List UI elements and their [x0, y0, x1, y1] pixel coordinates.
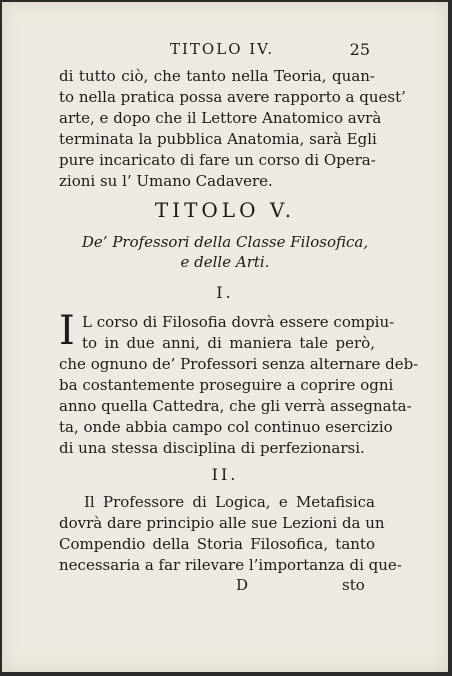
- drop-cap: I: [59, 308, 75, 354]
- part-numeral-1: I.: [216, 283, 234, 302]
- section-subtitle-continued: e delle Arti.: [180, 253, 270, 271]
- text-line: di tutto ciò, che tanto nella Teoria, quan-: [59, 67, 375, 85]
- text-line: anno quella Cattedra, che gli verrà assegnata-: [59, 397, 412, 415]
- running-title: TITOLO IV.: [170, 40, 275, 58]
- text-line: necessaria a far rilevare l’importanza di que-: [59, 556, 402, 574]
- section-title: TITOLO V.: [154, 198, 296, 222]
- text-line: pure incaricato di fare un corso di Opera-: [59, 151, 376, 169]
- text-line: ba costantemente proseguire a coprire ogni: [59, 376, 394, 394]
- text-line: di una stessa disciplina di perfezionarsi.: [59, 439, 365, 457]
- signature-mark: D: [236, 576, 249, 594]
- page-number: 25: [349, 40, 370, 59]
- text-line: dovrà dare principio alle sue Lezioni da un: [59, 514, 385, 532]
- text-line: terminata la pubblica Anatomia, sarà Egli: [59, 130, 377, 148]
- text-line: ta, onde abbia campo col continuo esercizio: [59, 418, 393, 436]
- running-header: [2, 40, 448, 62]
- text-line: Il Professore di Logica, e Metafisica: [84, 493, 375, 511]
- text-line: zioni su l’ Umano Cadavere.: [59, 172, 273, 190]
- text-line: to in due anni, di maniera tale però,: [82, 334, 375, 352]
- text-line: L corso di Filosofia dovrà essere compiu-: [82, 313, 395, 331]
- text-line: Compendio della Storia Filosofica, tanto: [59, 535, 375, 553]
- text-line: arte, e dopo che il Lettore Anatomico avrà: [59, 109, 382, 127]
- book-page: [2, 2, 448, 672]
- section-subtitle: De’ Professori della Classe Filosofica,: [81, 233, 369, 251]
- part-numeral-2: II.: [211, 465, 239, 484]
- text-line: che ognuno de’ Professori senza alternare deb-: [59, 355, 419, 373]
- text-line: to nella pratica possa avere rapporto a quest’: [59, 88, 406, 106]
- catchword: sto: [342, 576, 365, 594]
